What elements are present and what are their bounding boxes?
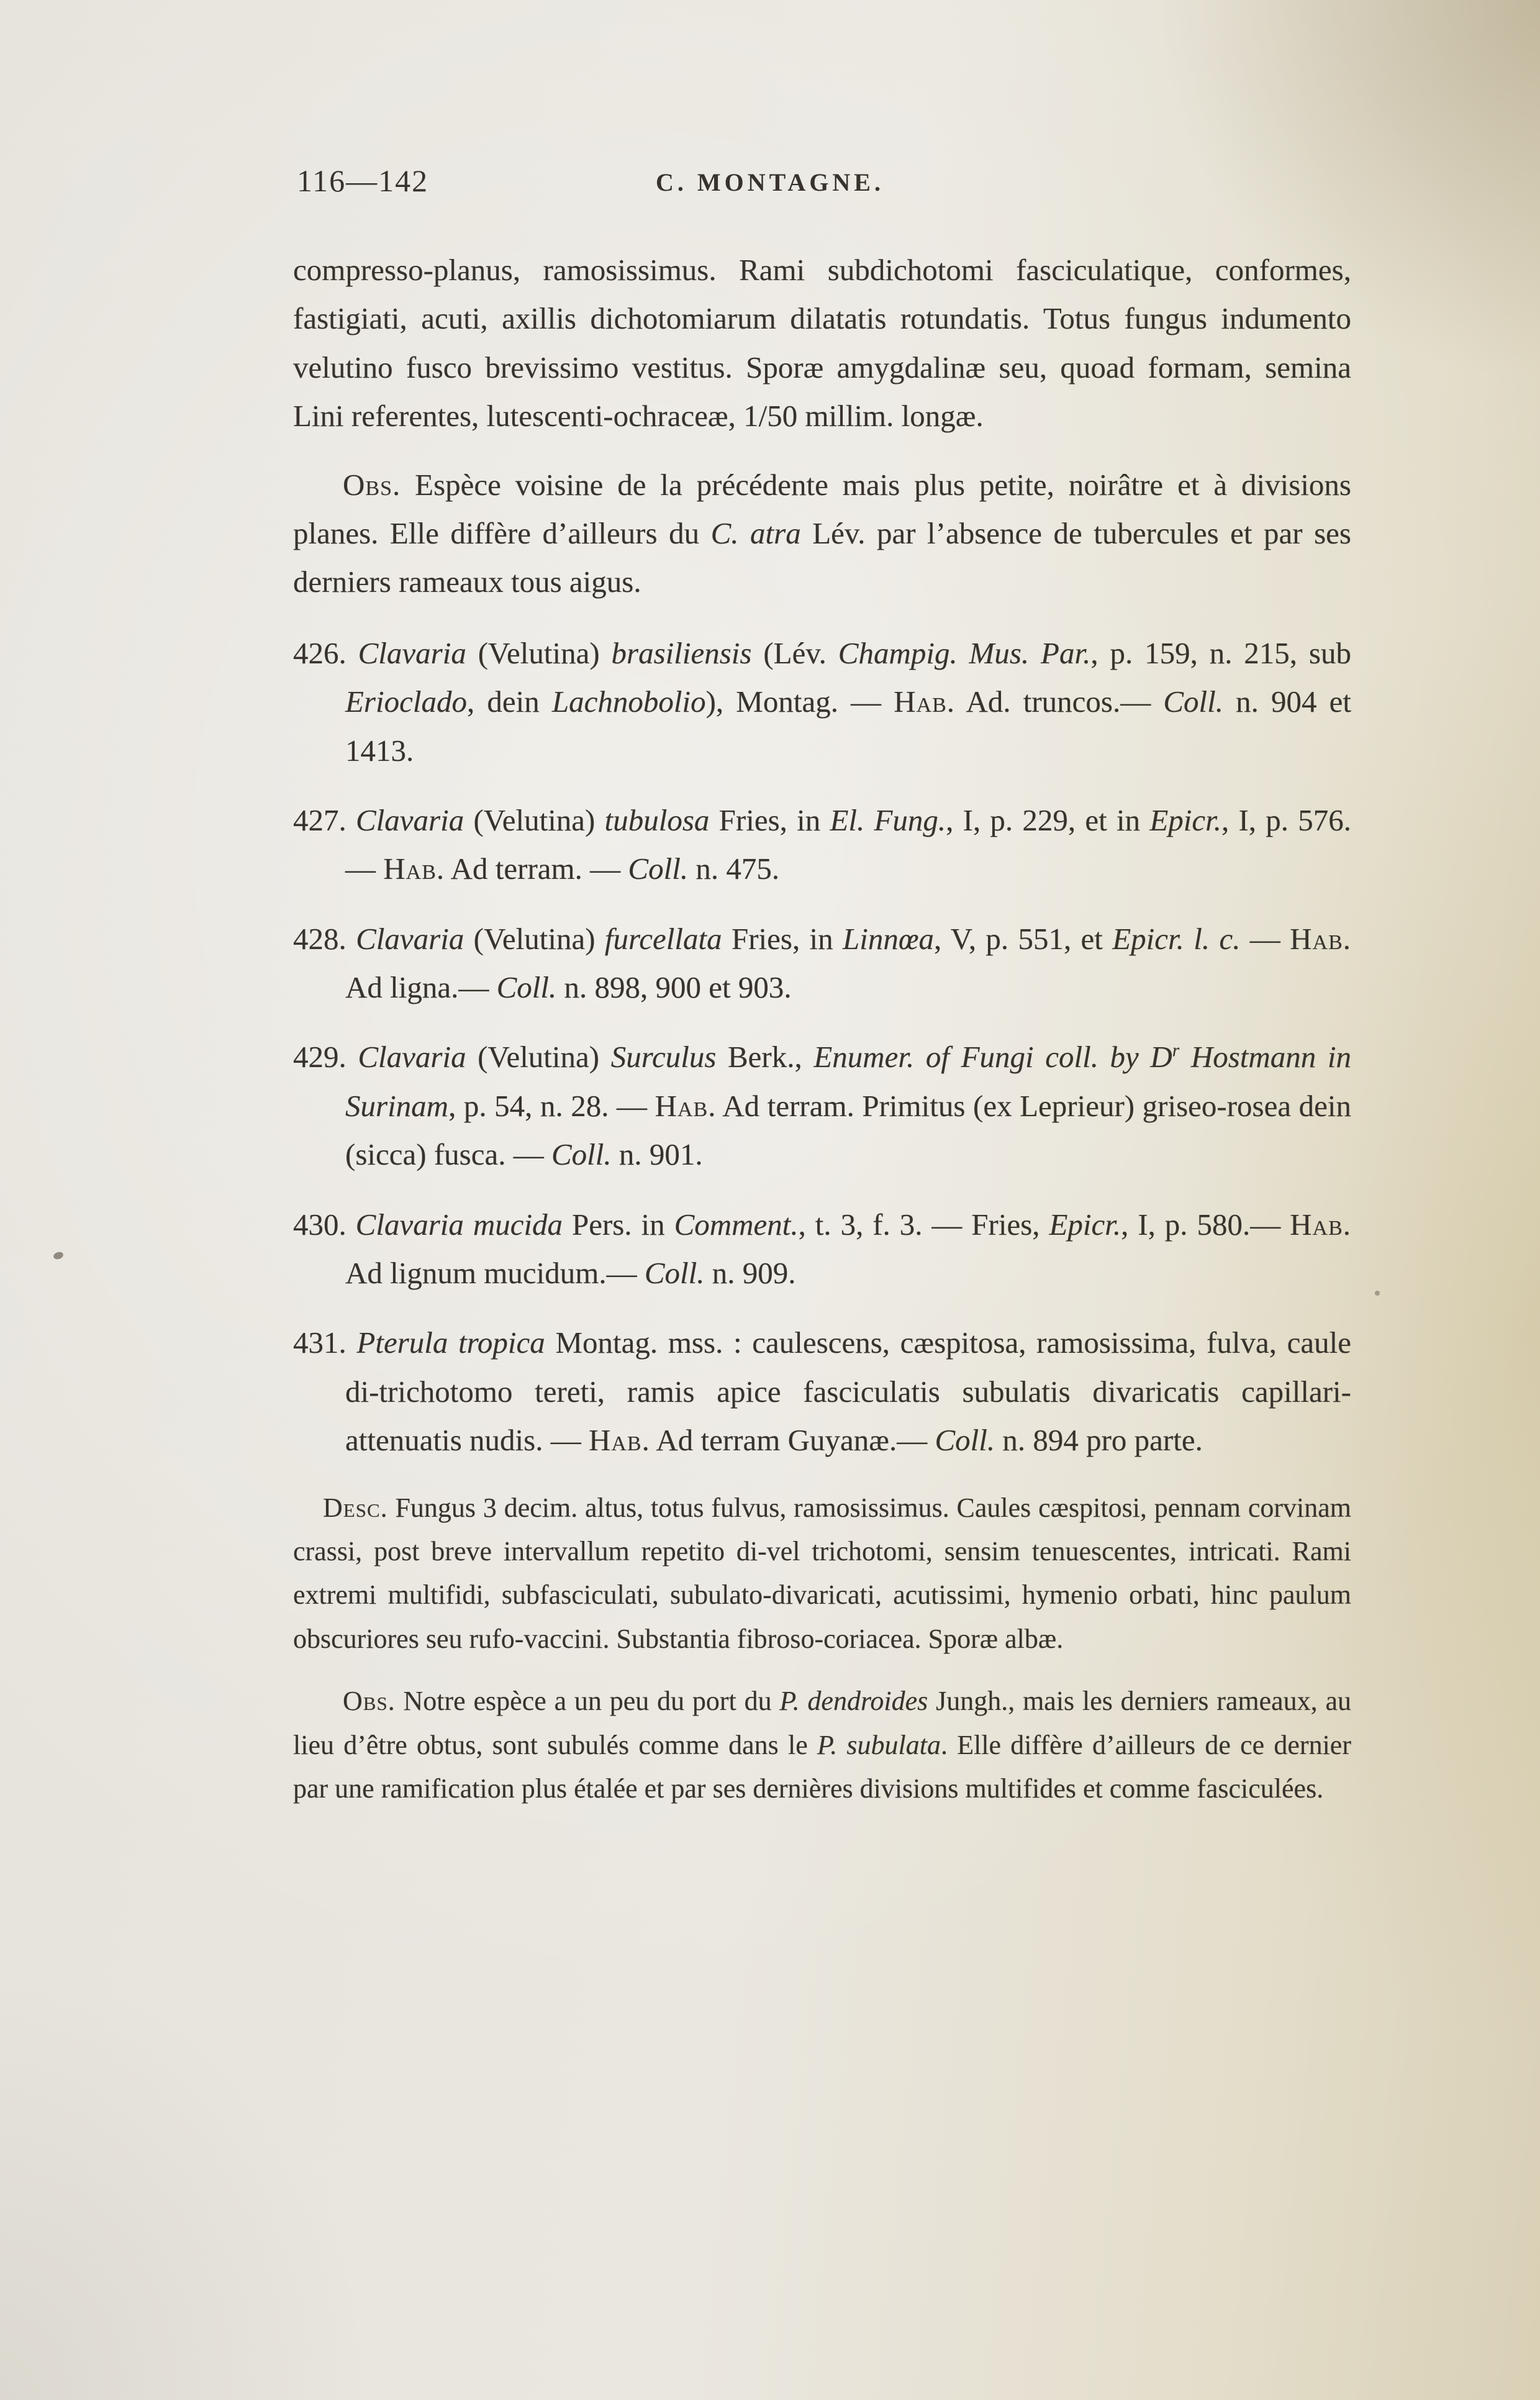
page-number-range: 116—142 (297, 163, 429, 198)
paragraph-continuation: compresso-planus, ramosissimus. Rami subdichotomi fasciculatique, conformes, fastigiati, acuti, axillis dichotomiarum dilatatis rotundatis. Totus fungus indumento velutino fusco brevissimo vestitus. Sporæ amygdalinæ seu, quoad formam, semina Lini referentes, lutescenti-ochraceæ, 1/50 millim. longæ. (293, 253, 1351, 434)
entry-431: 431. Pterula tropica Montag. mss. : caulescens, cæspitosa, ramosissima, fulva, caule di-trichotomo tereti, ramis apice fasciculatis subulatis divaricatis capillari-attenuatis nudis. — Hab. Ad terram Guyanæ.— Coll. n. 894 pro parte. (293, 1325, 1351, 1458)
entry-426: 426. Clavaria (Velutina) brasiliensis (Lév. Champig. Mus. Par., p. 159, n. 215, sub Erioclado, dein Lachnobolio), Montag. — Hab. Ad. truncos.— Coll. n. 904 et 1413. (293, 635, 1351, 768)
entry-430: 430. Clavaria mucida Pers. in Comment., t. 3, f. 3. — Fries, Epicr., I, p. 580.— Hab. Ad lignum mucidum.— Coll. n. 909. (293, 1207, 1352, 1291)
entry-429: 429. Clavaria (Velutina) Surculus Berk., Enumer. of Fungi coll. by $D^r$ Hostmann in Surinam, p. 54, n. 28. — Hab. Ad terram. Primitus (ex Leprieur) griseo-rosea dein (sicca) fusca. — Coll. n. 901. (293, 1040, 1351, 1172)
paragraph-obs-1: Obs. Espèce voisine de la précédente mais plus petite, noirâtre et à divisions planes. Elle diffère d’ailleurs du C. atra Lév. par l’absence de tubercules et par ses derniers rameaux tous aigus. (293, 467, 1351, 599)
running-title: C. MONTAGNE. (656, 168, 884, 196)
entry-428: 428. Clavaria (Velutina) furcellata Fries, in Linnœa, V, p. 551, et Epicr. l. c. — Hab. Ad ligna.— Coll. n. 898, 900 et 903. (293, 921, 1352, 1005)
page-content (293, 246, 1351, 1833)
scan-speck (1375, 1291, 1380, 1296)
margin-ink-mark (53, 1251, 65, 1260)
paragraph-obs-2: Obs. Notre espèce a un peu du port du P. dendroides Jungh., mais les derniers rameaux, au lieu d’être obtus, sont subulés comme dans le P. subulata. Elle diffère d’ailleurs de ce dernier par une ramification plus étalée et par ses dernières divisions multifides et comme fasciculées. (293, 1686, 1351, 1804)
page-header (0, 163, 1540, 206)
paragraph-desc: Desc. Fungus 3 decim. altus, totus fulvus, ramosissimus. Caules cæspitosi, pennam corvinam crassi, post breve intervallum repetito di-vel trichotomi, sensim tenuescentes, intricati. Rami extremi multifidi, subfasciculati, subulato-divaricati, acutissimi, hymenio orbati, hinc paulum obscuriores seu rufo-vaccini. Substantia fibroso-coriacea. Sporæ albæ. (293, 1492, 1351, 1654)
entry-427: 427. Clavaria (Velutina) tubulosa Fries, in El. Fung., I, p. 229, et in Epicr., I, p. 576. — Hab. Ad terram. — Coll. n. 475. (293, 802, 1351, 886)
